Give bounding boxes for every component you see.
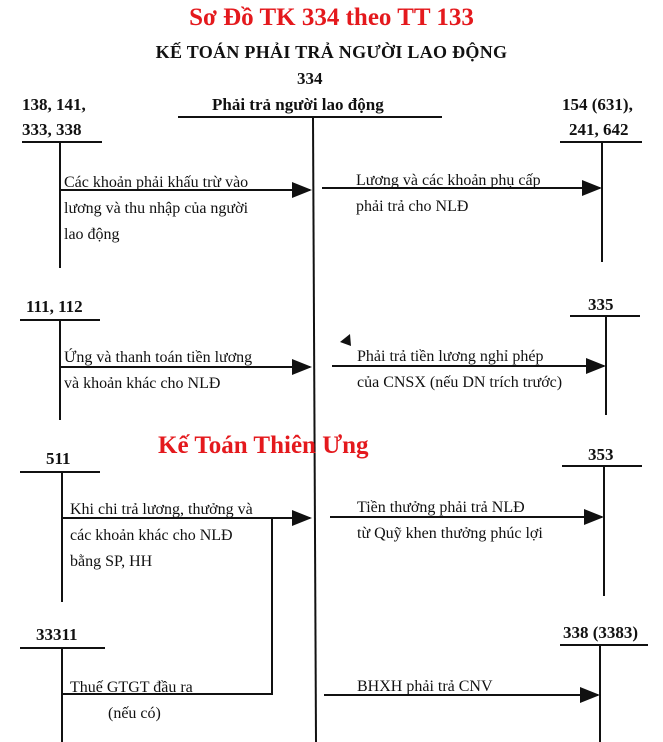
- left-entry-4-line1: Thuế GTGT đầu ra: [70, 679, 193, 696]
- left-account-1-line1: 138, 141,: [22, 95, 86, 114]
- left-entry-4-line2: (nếu có): [108, 705, 161, 722]
- left-account-1-line2: 333, 338: [22, 120, 82, 139]
- left-entry-3-line1: Khi chi trả lương, thưởng và: [70, 501, 253, 518]
- right-account-4: 338 (3383): [563, 623, 639, 642]
- left-entry-1-line3: lao động: [64, 226, 120, 243]
- right-entry-2-line1: Phải trả tiền lương nghỉ phép: [357, 348, 544, 365]
- left-entry-1-line1: Các khoản phải khấu trừ vào: [64, 174, 249, 191]
- watermark-text: Kế Toán Thiên Ưng: [158, 432, 369, 459]
- left-entry-1-line2: lương và thu nhập của người: [64, 200, 249, 217]
- right-account-2: 335: [588, 295, 614, 314]
- center-account-name: Phải trả người lao động: [212, 95, 384, 114]
- right-account-1-line2: 241, 642: [569, 120, 629, 139]
- left-account-2: 111, 112: [26, 297, 83, 316]
- page-title: Sơ Đồ TK 334 theo TT 133: [189, 4, 474, 31]
- left-entry-2-line2: và khoản khác cho NLĐ: [64, 375, 221, 392]
- right-entry-4-line1: BHXH phải trả CNV: [357, 678, 493, 695]
- diagram-subtitle: KẾ TOÁN PHẢI TRẢ NGƯỜI LAO ĐỘNG: [155, 42, 508, 62]
- left-entry-3-line3: bằng SP, HH: [70, 553, 153, 570]
- left-entry-2-line1: Ứng và thanh toán tiền lương: [64, 349, 253, 366]
- stray-arrowhead-mark: [340, 334, 351, 346]
- right-entry-3-line1: Tiền thưởng phải trả NLĐ: [357, 499, 525, 516]
- right-entry-3-line2: từ Quỹ khen thưởng phúc lợi: [357, 525, 543, 542]
- left-account-4: 33311: [36, 625, 78, 644]
- right-account-1-line1: 154 (631),: [562, 95, 633, 114]
- left-account-3: 511: [46, 449, 71, 468]
- center-account-code: 334: [297, 69, 323, 88]
- right-entry-2-line2: của CNSX (nếu DN trích trước): [357, 374, 563, 391]
- right-entry-1-line1: Lương và các khoản phụ cấp: [356, 172, 541, 189]
- t-account-334-stem: [313, 117, 316, 742]
- left-entry-3-line2: các khoản khác cho NLĐ: [70, 527, 233, 544]
- right-entry-1-line2: phải trả cho NLĐ: [356, 198, 469, 215]
- right-account-3: 353: [588, 445, 614, 464]
